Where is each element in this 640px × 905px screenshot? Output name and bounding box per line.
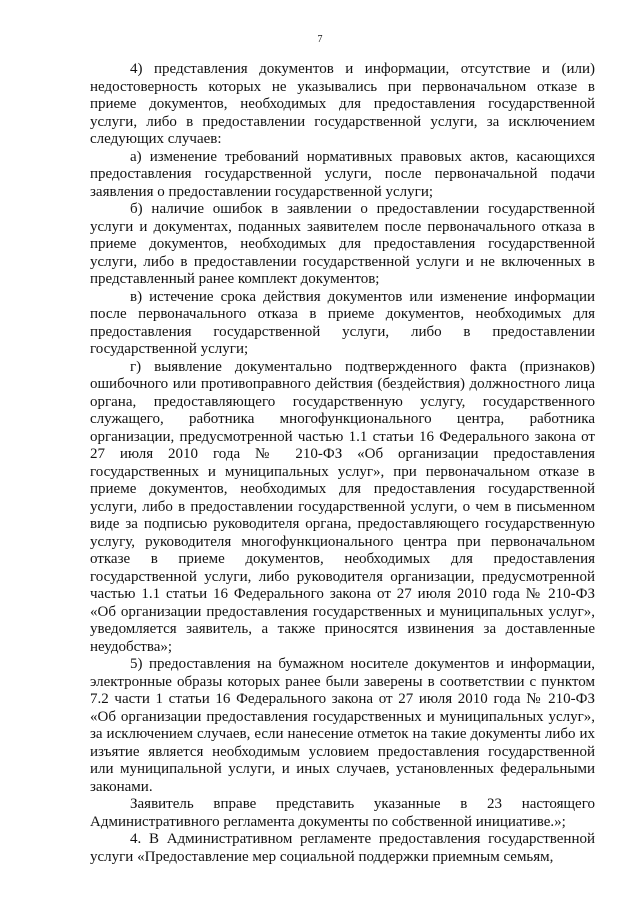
page-number: 7 bbox=[317, 34, 323, 45]
paragraph-item-4: 4) представления документов и информации, отсутствие и (или) недостоверность которых не указывались при первоначальном отказе в приеме документов, необходимых для предоставления государственной услуги, либо в предоставлении государственной услуги, за исключением следующих случаев: bbox=[90, 61, 595, 147]
paragraph-subitem-g: г) выявление документально подтвержденного факта (признаков) ошибочного или противоправного действия (бездействия) должностного лица органа, предоставляющего государственную услугу, государственного служащего, работника многофункционального центра, работника организации, предусмотренной частью 1.1 статьи 16 Федерального закона от 27 июля 2010 года № 210-ФЗ «Об организации предоставления государственных и муниципальных услуг», при первоначальном отказе в приеме документов, необходимых для предоставления государственной услуги, либо в предоставлении государственной услуги, о чем в письменном виде за подписью руководителя органа, предоставляющего государственную услугу, руководителя многофункционального центра при первоначальном отказе в приеме документов, необходимых для предоставления государственной услуги, либо руководителя организации, предусмотренной частью 1.1 статьи 16 Федерального закона от 27 июля 2010 года № 210-ФЗ «Об организации предоставления государственных и муниципальных услуг», уведомляется заявитель, а также приносятся извинения за доставленные неудобства»; bbox=[90, 358, 595, 655]
paragraph-subitem-a: а) изменение требований нормативных правовых актов, касающихся предоставления государственной услуги, после первоначальной подачи заявления о предоставлении государственной услуги; bbox=[90, 148, 595, 200]
paragraph-section-4: 4. В Административном регламенте предоставления государственной услуги «Предоставление мер социальной поддержки приемным семьям, bbox=[90, 831, 595, 865]
paragraph-applicant-right: Заявитель вправе представить указанные в 23 настоящего Административного регламента документы по собственной инициативе.»; bbox=[90, 796, 595, 830]
paragraph-subitem-v: в) истечение срока действия документов или изменение информации после первоначального отказа в приеме документов, необходимых для предоставления государственной услуги, либо в предоставлении государственной услуги; bbox=[90, 288, 595, 357]
document-body bbox=[90, 61, 595, 866]
paragraph-item-5: 5) предоставления на бумажном носителе документов и информации, электронные образы которых ранее были заверены в соответствии с пунктом 7.2 части 1 статьи 16 Федерального закона от 27 июля 2010 года № 210-ФЗ «Об организации предоставления государственных и муниципальных услуг», за исключением случаев, если нанесение отметок на такие документы либо их изъятие является необходимым условием предоставления государственной или муниципальной услуги, и иных случаев, установленных федеральными законами. bbox=[90, 656, 595, 795]
paragraph-subitem-b: б) наличие ошибок в заявлении о предоставлении государственной услуги и документах, поданных заявителем после первоначального отказа в приеме документов, необходимых для предоставления государственной услуги, либо в предоставлении государственной услуги и не включенных в представленный ранее комплект документов; bbox=[90, 201, 595, 287]
